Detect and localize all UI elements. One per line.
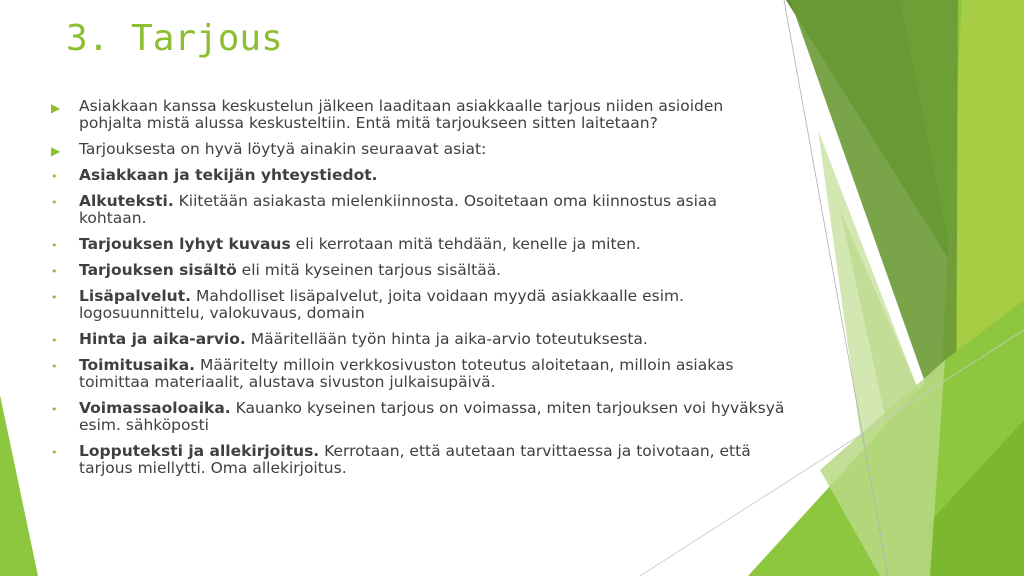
list-item-heading: Tarjouksen sisältö — [79, 261, 237, 279]
list-item — [50, 357, 785, 391]
triangle-bullet-icon: ▶ — [51, 144, 61, 158]
dot-bullet-icon: • — [51, 196, 58, 209]
triangle-bullet-icon: ▶ — [51, 101, 61, 115]
list-item-text — [79, 287, 684, 322]
list-item-heading: Hinta ja aika-arvio. — [79, 330, 246, 348]
list-item-body: Määritellään työn hinta ja aika-arvio toteutuksesta. — [245, 330, 648, 348]
list-item — [50, 141, 785, 158]
dot-bullet-icon: • — [51, 291, 58, 304]
list-item-heading: Alkuteksti. — [79, 192, 174, 210]
list-item-text — [79, 442, 751, 477]
list-item-heading: Tarjouksen lyhyt kuvaus — [79, 235, 291, 253]
left-edge-facet — [0, 395, 38, 576]
list-item — [50, 331, 785, 348]
list-item-text — [79, 192, 717, 227]
list-item — [50, 236, 785, 253]
list-item — [50, 288, 785, 322]
list-item — [50, 443, 785, 477]
list-item — [50, 167, 785, 184]
list-item — [50, 98, 785, 132]
list-item-heading: Asiakkaan ja tekijän yhteystiedot. — [79, 166, 378, 184]
list-item-text — [79, 140, 486, 158]
list-item — [50, 193, 785, 227]
list-item-body: Kerrotaan, että autetaan tarvittaessa ja toivotaan, että tarjous miellytti. Oma allekirjoitus. — [79, 442, 751, 477]
list-item-text — [79, 261, 501, 279]
dot-bullet-icon: • — [51, 170, 58, 183]
list-item-body: eli kerrotaan mitä tehdään, kenelle ja miten. — [290, 235, 641, 253]
list-item-body: Mahdolliset lisäpalvelut, joita voidaan myydä asiakkaalle esim. logosuunnittelu, valokuvaus, domain — [79, 287, 685, 322]
list-item-text — [79, 356, 733, 391]
list-item-text — [79, 399, 784, 434]
list-item — [50, 262, 785, 279]
bullet-list — [50, 98, 785, 486]
list-item-heading: Lopputeksti ja allekirjoitus. — [79, 442, 320, 460]
dot-bullet-icon: • — [51, 360, 58, 373]
list-item-heading: Toimitusaika. — [79, 356, 196, 374]
dot-bullet-icon: • — [51, 334, 58, 347]
list-item-text — [79, 330, 648, 348]
dot-bullet-icon: • — [51, 403, 58, 416]
list-item-heading: Lisäpalvelut. — [79, 287, 192, 305]
list-item-body: Asiakkaan kanssa keskustelun jälkeen laaditaan asiakkaalle tarjous niiden asioiden pohjalta mistä alussa keskusteltiin. Entä mitä tarjoukseen sitten laitetaan? — [79, 97, 724, 132]
list-item-text — [79, 235, 641, 253]
slide-title: 3. Tarjous — [66, 18, 283, 59]
list-item-body: Kauanko kyseinen tarjous on voimassa, miten tarjouksen voi hyväksyä esim. sähköposti — [79, 399, 785, 434]
dot-bullet-icon: • — [51, 239, 58, 252]
list-item — [50, 400, 785, 434]
list-item-text — [79, 97, 723, 132]
dot-bullet-icon: • — [51, 265, 58, 278]
list-item-text — [79, 166, 378, 184]
list-item-body: eli mitä kyseinen tarjous sisältää. — [236, 261, 502, 279]
list-item-body: Määritelty milloin verkkosivuston toteutus aloitetaan, milloin asiakas toimittaa materiaalit, alustava sivuston julkaisupäivä. — [79, 356, 734, 391]
dot-bullet-icon: • — [51, 446, 58, 459]
list-item-body: Tarjouksesta on hyvä löytyä ainakin seuraavat asiat: — [79, 140, 487, 158]
list-item-heading: Voimassaoloaika. — [79, 399, 231, 417]
list-item-body: Kiitetään asiakasta mielenkiinnosta. Osoitetaan oma kiinnostus asiaa kohtaan. — [79, 192, 717, 227]
